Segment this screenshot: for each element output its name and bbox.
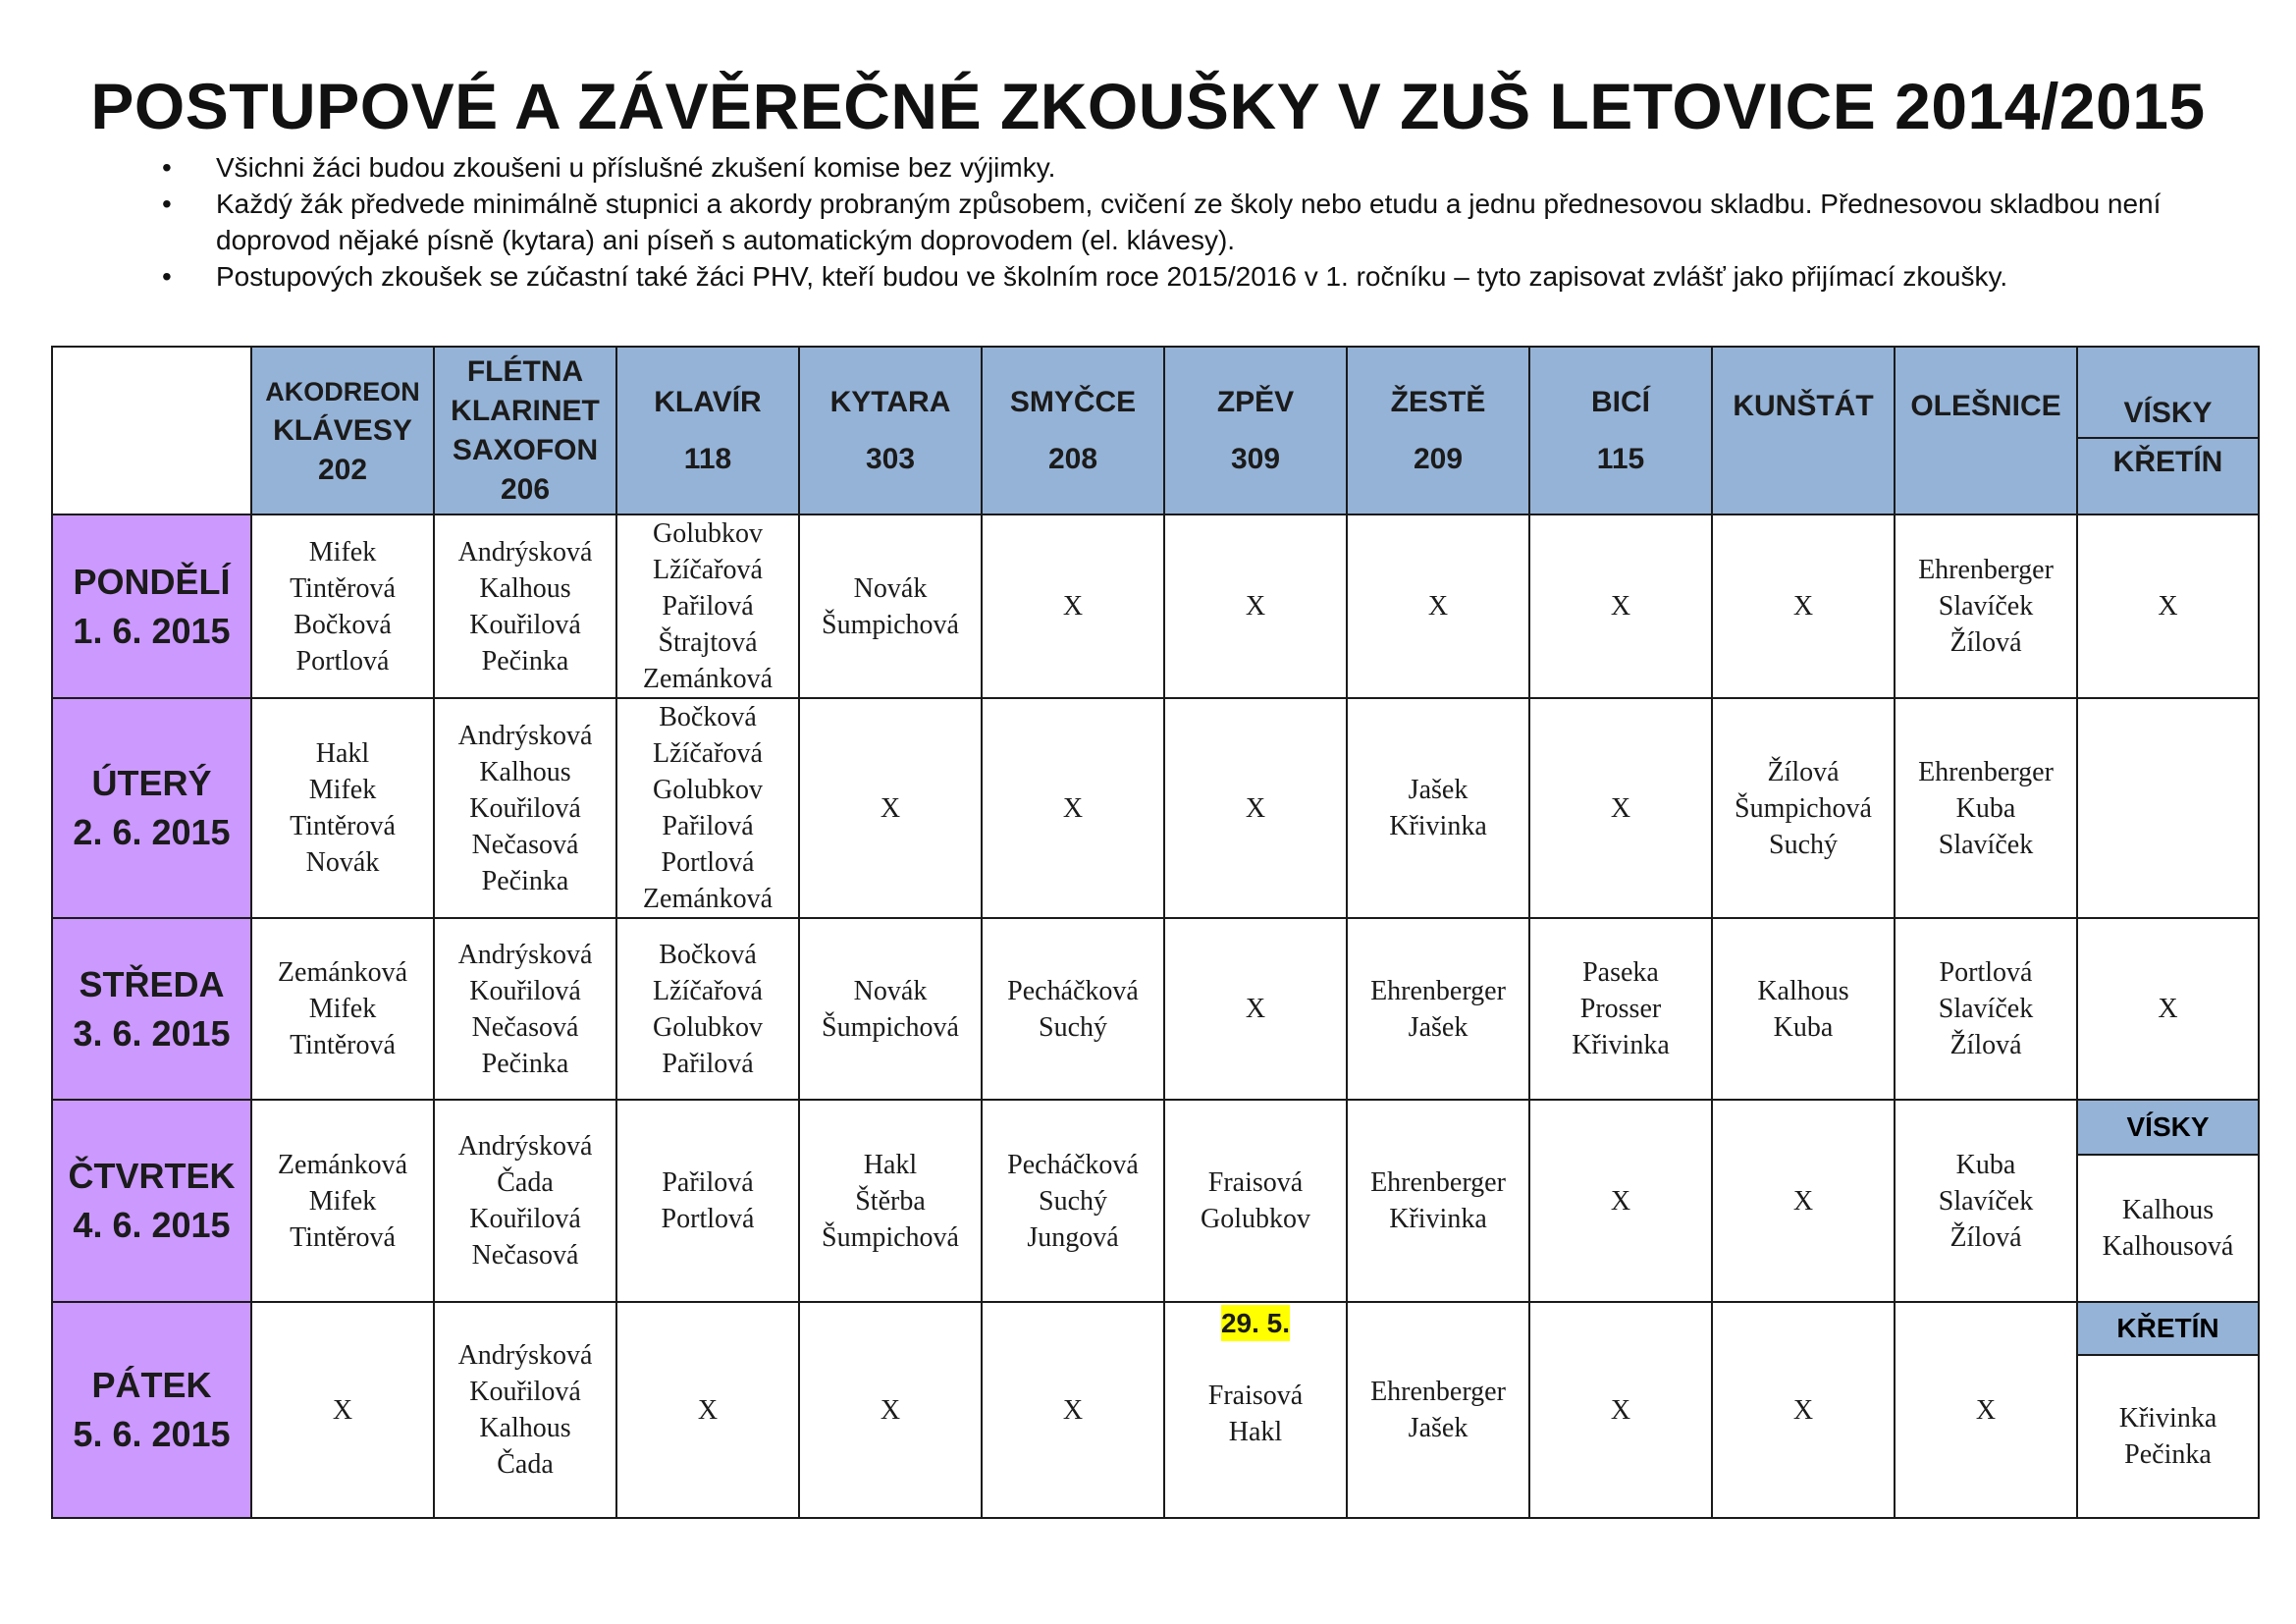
header-zeste: ŽESTĚ 209 [1347, 347, 1529, 514]
header-smycce: SMYČCE 208 [982, 347, 1164, 514]
cell-mon-kytara: Novák Šumpichová [799, 514, 982, 698]
day-monday: PONDĚLÍ 1. 6. 2015 [52, 514, 251, 698]
cell-thu-zeste: Ehrenberger Křivinka [1347, 1100, 1529, 1302]
cell-wed-kytara: Novák Šumpichová [799, 918, 982, 1100]
cell-mon-olesnice: Ehrenberger Slavíček Žílová [1895, 514, 2077, 698]
cell-fri-akordeon: X [251, 1302, 434, 1518]
header-klavir: KLAVÍR 118 [616, 347, 799, 514]
cell-tue-zeste: Jašek Křivinka [1347, 698, 1529, 918]
cell-mon-akordeon: Mifek Tintěrová Bočková Portlová [251, 514, 434, 698]
cell-thu-visky-header: VÍSKY [2077, 1100, 2259, 1155]
page-title: POSTUPOVÉ A ZÁVĚREČNÉ ZKOUŠKY V ZUŠ LETOVICE 2014/2015 [90, 70, 2206, 142]
cell-wed-klavir: Bočková Lžíčařová Golubkov Pařilová [616, 918, 799, 1100]
cell-mon-kunstat: X [1712, 514, 1895, 698]
cell-wed-smycce: Pecháčková Suchý [982, 918, 1164, 1100]
cell-tue-bici: X [1529, 698, 1712, 918]
cell-fri-zpev: 29. 5. Fraisová Hakl [1164, 1302, 1347, 1518]
day-thursday: ČTVRTEK 4. 6. 2015 [52, 1100, 251, 1302]
cell-mon-fletna: Andrýsková Kalhous Kouřilová Pečinka [434, 514, 616, 698]
cell-tue-olesnice: Ehrenberger Kuba Slavíček [1895, 698, 2077, 918]
note-item: • Každý žák předvede minimálně stupnici a akordy probraným způsobem, cvičení ze školy nebo etudu a jednu přednesovou skladbu. Přednesovou skladbou není doprovod nějaké písně (kytara) ani píseň s automatickým doprovodem (el. klávesy). [162, 186, 2233, 258]
day-tuesday: ÚTERÝ 2. 6. 2015 [52, 698, 251, 918]
cell-thu-kytara: Hakl Štěrba Šumpichová [799, 1100, 982, 1302]
cell-mon-klavir: Golubkov Lžíčařová Pařilová Štrajtová Zemánková [616, 514, 799, 698]
cell-thu-akordeon: Zemánková Mifek Tintěrová [251, 1100, 434, 1302]
cell-thu-smycce: Pecháčková Suchý Jungová [982, 1100, 1164, 1302]
header-visky: VÍSKY [2077, 347, 2259, 438]
cell-wed-bici: Paseka Prosser Křivinka [1529, 918, 1712, 1100]
cell-tue-akordeon: Hakl Mifek Tintěrová Novák [251, 698, 434, 918]
note-item: • Všichni žáci budou zkoušeni u příslušné zkušení komise bez výjimky. [162, 149, 2233, 186]
header-kytara: KYTARA 303 [799, 347, 982, 514]
cell-tue-zpev: X [1164, 698, 1347, 918]
cell-thu-olesnice: Kuba Slavíček Žílová [1895, 1100, 2077, 1302]
date-note-highlight: 29. 5. [1221, 1305, 1290, 1341]
cell-fri-kytara: X [799, 1302, 982, 1518]
header-kretin: KŘETÍN [2077, 438, 2259, 514]
header-fletna: FLÉTNA KLARINET SAXOFON 206 [434, 347, 616, 514]
cell-thu-visky: Kalhous Kalhousová [2077, 1155, 2259, 1302]
cell-thu-kunstat: X [1712, 1100, 1895, 1302]
cell-wed-zeste: Ehrenberger Jašek [1347, 918, 1529, 1100]
cell-thu-fletna: Andrýsková Čada Kouřilová Nečasová [434, 1100, 616, 1302]
cell-tue-smycce: X [982, 698, 1164, 918]
cell-fri-olesnice: X [1895, 1302, 2077, 1518]
cell-mon-smycce: X [982, 514, 1164, 698]
cell-tue-fletna: Andrýsková Kalhous Kouřilová Nečasová Pečinka [434, 698, 616, 918]
cell-mon-bici: X [1529, 514, 1712, 698]
cell-thu-bici: X [1529, 1100, 1712, 1302]
exam-schedule-table [51, 346, 2260, 1519]
cell-wed-olesnice: Portlová Slavíček Žílová [1895, 918, 2077, 1100]
cell-fri-smycce: X [982, 1302, 1164, 1518]
cell-fri-bici: X [1529, 1302, 1712, 1518]
notes-list [162, 149, 2233, 295]
header-bici: BICÍ 115 [1529, 347, 1712, 514]
cell-wed-fletna: Andrýsková Kouřilová Nečasová Pečinka [434, 918, 616, 1100]
cell-fri-fletna: Andrýsková Kouřilová Kalhous Čada [434, 1302, 616, 1518]
cell-fri-visky-header: KŘETÍN [2077, 1302, 2259, 1355]
cell-fri-visky: Křivinka Pečinka [2077, 1355, 2259, 1518]
cell-thu-zpev: Fraisová Golubkov [1164, 1100, 1347, 1302]
cell-thu-klavir: Pařilová Portlová [616, 1100, 799, 1302]
header-akordeon: AKODREON KLÁVESY 202 [251, 347, 434, 514]
cell-tue-klavir: Bočková Lžíčařová Golubkov Pařilová Portlová Zemánková [616, 698, 799, 918]
cell-tue-visky [2077, 698, 2259, 918]
cell-fri-klavir: X [616, 1302, 799, 1518]
cell-fri-kunstat: X [1712, 1302, 1895, 1518]
header-zpev: ZPĚV 309 [1164, 347, 1347, 514]
day-wednesday: STŘEDA 3. 6. 2015 [52, 918, 251, 1100]
cell-tue-kunstat: Žílová Šumpichová Suchý [1712, 698, 1895, 918]
day-friday: PÁTEK 5. 6. 2015 [52, 1302, 251, 1518]
header-olesnice: OLEŠNICE [1895, 347, 2077, 514]
cell-wed-akordeon: Zemánková Mifek Tintěrová [251, 918, 434, 1100]
cell-tue-kytara: X [799, 698, 982, 918]
corner-cell [52, 347, 251, 514]
cell-fri-zeste: Ehrenberger Jašek [1347, 1302, 1529, 1518]
cell-mon-visky: X [2077, 514, 2259, 698]
cell-wed-kunstat: Kalhous Kuba [1712, 918, 1895, 1100]
cell-mon-zeste: X [1347, 514, 1529, 698]
cell-wed-visky: X [2077, 918, 2259, 1100]
header-kunstat: KUNŠTÁT [1712, 347, 1895, 514]
cell-mon-zpev: X [1164, 514, 1347, 698]
cell-wed-zpev: X [1164, 918, 1347, 1100]
note-item: • Postupových zkoušek se zúčastní také žáci PHV, kteří budou ve školním roce 2015/2016 v 1. ročníku – tyto zapisovat zvlášť jako přijímací zkoušky. [162, 258, 2233, 295]
